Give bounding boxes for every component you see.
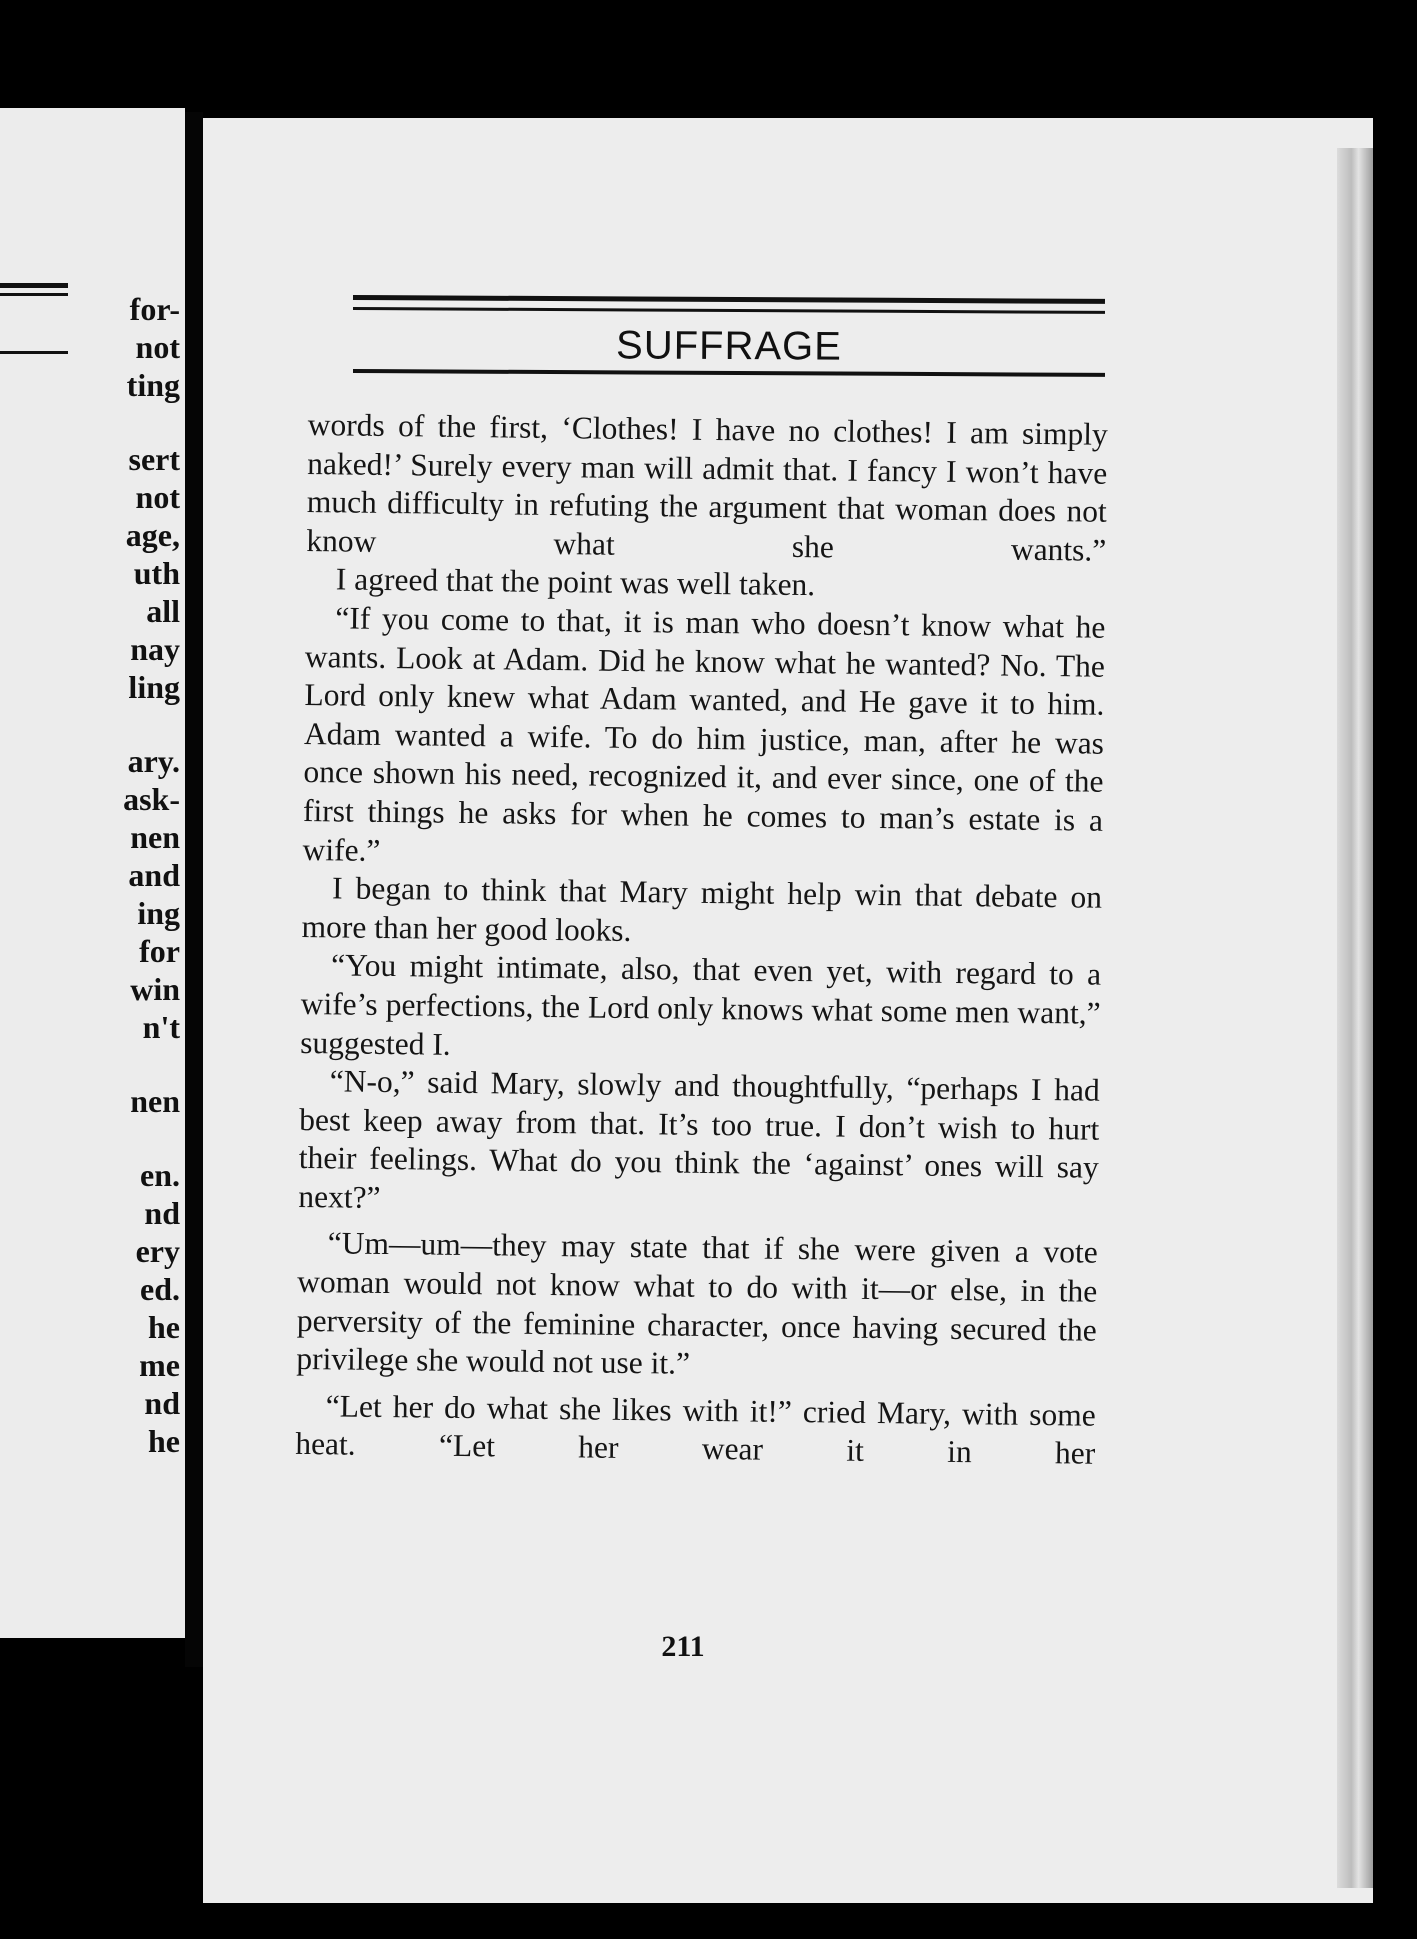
previous-page-line-fragment: n't xyxy=(142,1009,180,1045)
previous-page-line-fragment: age, xyxy=(125,517,180,553)
page-edge-shadow xyxy=(1337,148,1373,1888)
previous-page-line-fragment: ary. xyxy=(127,743,180,779)
paragraph: “If you come to that, it is man who doesn’t know what he wants. Look at Adam. Did he know what he wanted? No. The Lord only knew what Adam wanted, and He gave it to him. Adam wanted a wife. To do him justice, man, after he was once shown his need, recognized it, and ever since, one of the first things he asks for when he comes to man’s estate is a wife.” xyxy=(302,600,1106,868)
previous-page-line-fragment: nen xyxy=(130,819,180,855)
previous-page-line-fragment: sert xyxy=(128,441,180,477)
previous-page-line-fragment: nen xyxy=(130,1083,180,1119)
previous-page-line-fragment: for- xyxy=(129,291,180,327)
previous-page-line-fragment: not xyxy=(135,329,180,365)
previous-page-line-fragment: and xyxy=(128,857,180,893)
book-binding-gutter xyxy=(185,112,203,1667)
previous-page-line-fragment: win xyxy=(130,971,180,1007)
header-rule-top-thin xyxy=(353,307,1105,314)
previous-page-line-fragment: he xyxy=(148,1423,180,1459)
previous-page-line-fragment: uth xyxy=(133,555,180,591)
previous-page-line-fragment: ting xyxy=(126,367,180,403)
previous-page-line-fragment: nd xyxy=(144,1385,180,1421)
previous-page-line-fragment: he xyxy=(148,1309,180,1345)
book-page xyxy=(203,118,1373,1903)
paragraph: I began to think that Mary might help win that debate on more than her good looks. xyxy=(301,870,1103,948)
previous-page-line-fragment: ask- xyxy=(123,781,180,817)
previous-page-line-fragment: ery xyxy=(135,1233,180,1269)
previous-page-line-fragment: all xyxy=(146,593,180,629)
paragraph: I agreed that the point was well taken. xyxy=(335,561,816,603)
previous-page-line-fragment: ing xyxy=(137,895,180,931)
previous-page-line-fragment: ling xyxy=(128,669,180,705)
previous-page-line-fragment: not xyxy=(135,479,180,515)
page-number: 211 xyxy=(661,1630,705,1663)
paragraph: “Um—um—they may state that if she were given a vote woman would not know what to do with it—or else, in the perversity of the feminine character, once having secured the privilege she would not use it.” xyxy=(296,1225,1098,1381)
previous-page-line-fragment: for xyxy=(139,933,180,969)
previous-page-line-fragment: nay xyxy=(130,631,180,667)
previous-page-line-fragment: en. xyxy=(140,1157,180,1193)
paragraph: “You might intimate, also, that even yet, with regard to a wife’s perfections, the Lord only knows what some men want,” suggested I. xyxy=(300,947,1102,1062)
previous-page-line-fragment: ed. xyxy=(140,1271,180,1307)
paragraph: words of the first, ‘Clothes! I have no clothes! I am simply naked!’ Surely every man will admit that. I fancy I won’t have much difficulty in refuting the argument that woman does not know what she wants.” xyxy=(306,406,1108,568)
paragraph: “N-o,” said Mary, slowly and thoughtfully, “perhaps I had best keep away from that. It’s too true. I don’t wish to hurt their feelings. What do you think the ‘against’ ones will say next?” xyxy=(298,1063,1100,1215)
previous-page-line-fragment: me xyxy=(139,1347,180,1383)
previous-page-fragment xyxy=(0,108,185,1638)
previous-page-line-fragment: nd xyxy=(144,1195,180,1231)
body-text xyxy=(295,406,1108,1474)
header-rule-top xyxy=(353,295,1105,304)
running-head: SUFFRAGE xyxy=(615,323,843,369)
paragraph: “Let her do what she likes with it!” cried Mary, with some heat. “Let her wear it in her xyxy=(295,1388,1096,1472)
